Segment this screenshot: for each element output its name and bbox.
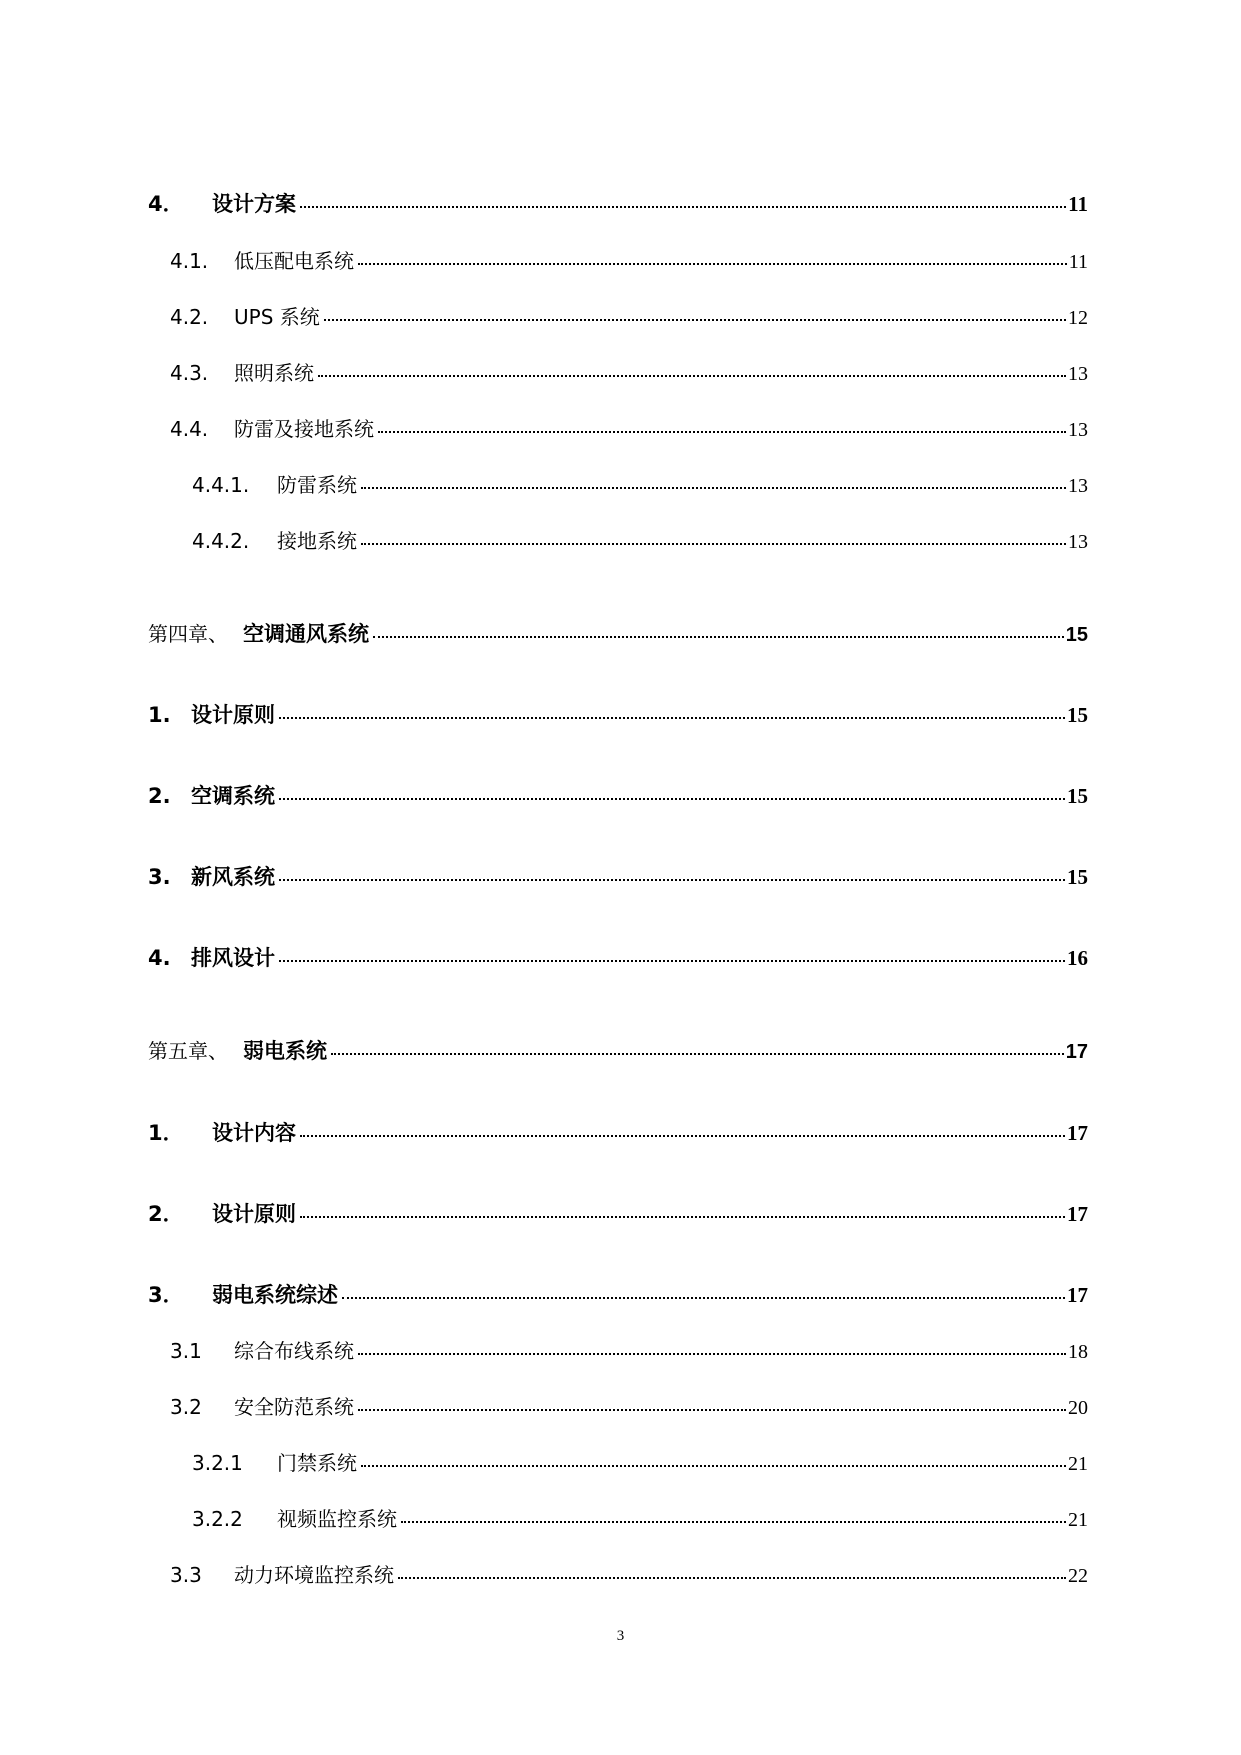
toc-entry-title: 防雷系统: [277, 473, 357, 497]
toc-entry-number: 第五章、: [148, 1039, 228, 1063]
toc-entry[interactable]: [0, 188, 1241, 218]
toc-entry-title: 新风系统: [191, 865, 275, 889]
dot-leader: [358, 1409, 1066, 1411]
toc-entry-page: 17: [1067, 1283, 1088, 1307]
toc-entry-number: 2.: [148, 784, 171, 808]
toc-entry[interactable]: [0, 245, 1241, 274]
toc-entry-number: 3．: [148, 1283, 184, 1307]
toc-entry-title: 弱电系统: [243, 1039, 327, 1063]
dot-leader: [300, 1216, 1065, 1218]
toc-entry-number: 第四章、: [148, 622, 228, 646]
toc-entry[interactable]: [0, 1559, 1241, 1588]
toc-entry[interactable]: [0, 357, 1241, 386]
toc-entry-page: 22: [1068, 1565, 1088, 1587]
toc-entry-page: 13: [1068, 419, 1088, 441]
dot-leader: [300, 1135, 1065, 1137]
toc-entry[interactable]: [0, 1391, 1241, 1420]
toc-entry-title: 设计方案: [212, 192, 296, 216]
dot-leader: [378, 431, 1066, 433]
toc-entry-title: 综合布线系统: [234, 1339, 354, 1363]
toc-entry[interactable]: [0, 1035, 1241, 1065]
toc-entry-title: 动力环境监控系统: [234, 1563, 394, 1587]
dot-leader: [361, 1465, 1066, 1467]
toc-entry-title: 空调通风系统: [243, 622, 369, 646]
toc-entry-title: 门禁系统: [277, 1451, 357, 1475]
toc-entry-number: 3.: [148, 865, 171, 889]
toc-entry-number: 4.4.: [170, 417, 209, 441]
toc-entry-title: 低压配电系统: [234, 249, 354, 273]
toc-entry-number: 3.2.2: [192, 1507, 243, 1531]
dot-leader: [398, 1577, 1066, 1579]
toc-entry-number: 4.1.: [170, 249, 209, 273]
toc-entry-number: 4.4.1.: [192, 473, 250, 497]
toc-entry-page: 17: [1067, 1202, 1088, 1226]
toc-entry-title: 视频监控系统: [277, 1507, 397, 1531]
toc-entry-title: 弱电系统综述: [212, 1283, 338, 1307]
toc-entry-page: 18: [1068, 1341, 1088, 1363]
toc-entry[interactable]: [0, 1447, 1241, 1476]
toc-entry[interactable]: [0, 301, 1241, 330]
toc-entry-number: 4.: [148, 946, 171, 970]
toc-entry[interactable]: [0, 618, 1241, 648]
dot-leader: [361, 487, 1066, 489]
toc-entry-page: 11: [1068, 192, 1088, 216]
dot-leader: [342, 1297, 1065, 1299]
toc-entry-number: 3.3: [170, 1563, 202, 1587]
toc-entry[interactable]: [0, 780, 1241, 810]
dot-leader: [361, 543, 1066, 545]
toc-entry[interactable]: [0, 1335, 1241, 1364]
toc-entry-title: 接地系统: [277, 529, 357, 553]
toc-entry-number: 4.2.: [170, 305, 209, 329]
toc-entry[interactable]: [0, 469, 1241, 498]
toc-entry[interactable]: [0, 942, 1241, 972]
toc-entry-page: 13: [1068, 531, 1088, 553]
toc-entry-number: 3.2.1: [192, 1451, 243, 1475]
dot-leader: [300, 206, 1066, 208]
toc-entry-number: 4.4.2.: [192, 529, 250, 553]
dot-leader: [358, 1353, 1066, 1355]
toc-entry-page: 17: [1065, 1041, 1088, 1063]
toc-entry[interactable]: [0, 413, 1241, 442]
toc-entry-page: 12: [1068, 307, 1088, 329]
toc-entry-number: 1.: [148, 703, 171, 727]
toc-entry-title: 防雷及接地系统: [234, 417, 374, 441]
toc-entry-title: 照明系统: [234, 361, 314, 385]
toc-entry-page: 13: [1068, 363, 1088, 385]
dot-leader: [401, 1521, 1066, 1523]
toc-entry-page: 17: [1067, 1121, 1088, 1145]
toc-entry-number: 1．: [148, 1121, 184, 1145]
dot-leader: [358, 263, 1067, 265]
dot-leader: [324, 319, 1066, 321]
toc-entry-number: 4.3.: [170, 361, 209, 385]
toc-entry-page: 11: [1068, 251, 1088, 273]
dot-leader: [279, 798, 1065, 800]
toc-entry-number: 3.1: [170, 1339, 202, 1363]
dot-leader: [373, 636, 1064, 638]
toc-entry-title: 设计原则: [191, 703, 275, 727]
toc-entry[interactable]: [0, 1198, 1241, 1228]
toc-entry[interactable]: [0, 1279, 1241, 1309]
toc-entry[interactable]: [0, 1117, 1241, 1147]
toc-entry-title: 空调系统: [191, 784, 275, 808]
dot-leader: [279, 717, 1065, 719]
toc-entry-page: 15: [1067, 865, 1088, 889]
toc-entry-title: UPS 系统: [234, 305, 320, 329]
toc-entry-number: 2．: [148, 1202, 184, 1226]
page-number: 3: [616, 1628, 625, 1644]
dot-leader: [331, 1053, 1064, 1055]
dot-leader: [279, 960, 1065, 962]
toc-entry[interactable]: [0, 861, 1241, 891]
toc-entry-page: 21: [1068, 1453, 1088, 1475]
toc-entry-title: 排风设计: [191, 946, 275, 970]
toc-entry-page: 15: [1067, 703, 1088, 727]
toc-entry[interactable]: [0, 1503, 1241, 1532]
dot-leader: [279, 879, 1065, 881]
toc-entry-title: 设计原则: [212, 1202, 296, 1226]
toc-entry-title: 设计内容: [212, 1121, 296, 1145]
toc-entry-number: 4．: [148, 192, 184, 216]
toc-entry-page: 13: [1068, 475, 1088, 497]
toc-entry-page: 15: [1065, 624, 1088, 646]
toc-entry-title: 安全防范系统: [234, 1395, 354, 1419]
toc-entry[interactable]: [0, 699, 1241, 729]
toc-entry-page: 20: [1068, 1397, 1088, 1419]
toc-entry-page: 15: [1067, 784, 1088, 808]
toc-entry-page: 16: [1067, 946, 1088, 970]
toc-entry-number: 3.2: [170, 1395, 202, 1419]
dot-leader: [318, 375, 1066, 377]
toc-entry-page: 21: [1068, 1509, 1088, 1531]
toc-entry[interactable]: [0, 525, 1241, 554]
